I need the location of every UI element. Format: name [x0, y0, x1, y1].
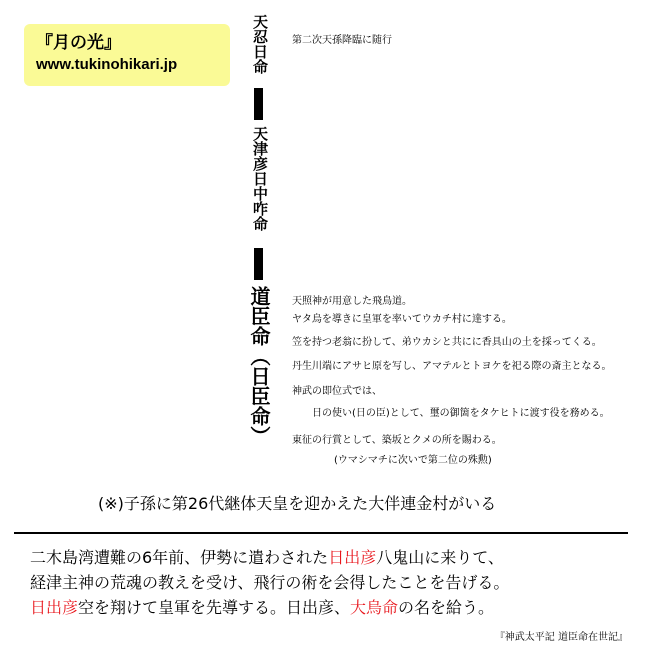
story-text: の名を給う。 — [398, 598, 495, 617]
successor-note: (※)子孫に第26代継体天皇を迎かえた大伴連金村がいる — [98, 494, 497, 513]
note-line: 天照神が用意した飛鳥道。 — [292, 296, 412, 307]
note-line: 丹生川端にアサヒ原を写し、アマテルとトヨケを祀る際の斎主となる。 — [292, 361, 612, 372]
note-line: ヤタ烏を導きに皇軍を率いてウカチ村に達する。 — [292, 314, 512, 325]
divider — [14, 532, 628, 534]
note-line: 日の使い(日の臣)として、璽の御箇をタケヒトに渡す役を務める。 — [312, 408, 610, 419]
story-text: 八鬼山に来りて、 — [376, 548, 504, 567]
lineage-connector — [254, 88, 263, 120]
lineage-name-michinoomi: 道臣命（日臣命） — [247, 286, 271, 446]
story-text: 二木島湾遭難の6年前、伊勢に遣わされた — [30, 548, 329, 567]
site-logo — [24, 24, 230, 86]
note-top: 第二次天孫降臨に随行 — [292, 35, 392, 46]
note-line: 神武の即位式では、 — [292, 386, 382, 397]
story-text: 空を翔けて皇軍を先導する。日出彦、 — [78, 598, 351, 617]
logo-title: 『月の光』 — [36, 33, 121, 53]
highlight-ookarasu: 大烏命 — [350, 598, 399, 617]
lineage-connector — [254, 248, 263, 280]
story-line-1 — [30, 548, 504, 568]
story-line-3 — [30, 598, 494, 618]
logo-url: www.tukinohikari.jp — [36, 56, 178, 73]
highlight-hidehiko: 日出彦 — [328, 548, 377, 567]
lineage-name-amatsuhiko: 天津彦日中咋命 — [251, 126, 269, 231]
highlight-hidehiko: 日出彦 — [30, 598, 79, 617]
note-line: 笠を持つ老翁に扮して、弟ウカシと共にに香具山の土を採ってくる。 — [292, 337, 602, 348]
story-line-2: 経津主神の荒魂の教えを受け、飛行の術を会得したことを告げる。 — [30, 573, 510, 592]
note-line: 東征の行賞として、築坂とクメの所を賜わる。 — [292, 435, 502, 446]
lineage-name-amenooshihi: 天忍日命 — [251, 14, 269, 74]
note-line: (ウマシマチに次いで第二位の殊勲) — [334, 455, 492, 466]
source-citation: 『神武太平記 道臣命在世記』 — [494, 632, 628, 643]
